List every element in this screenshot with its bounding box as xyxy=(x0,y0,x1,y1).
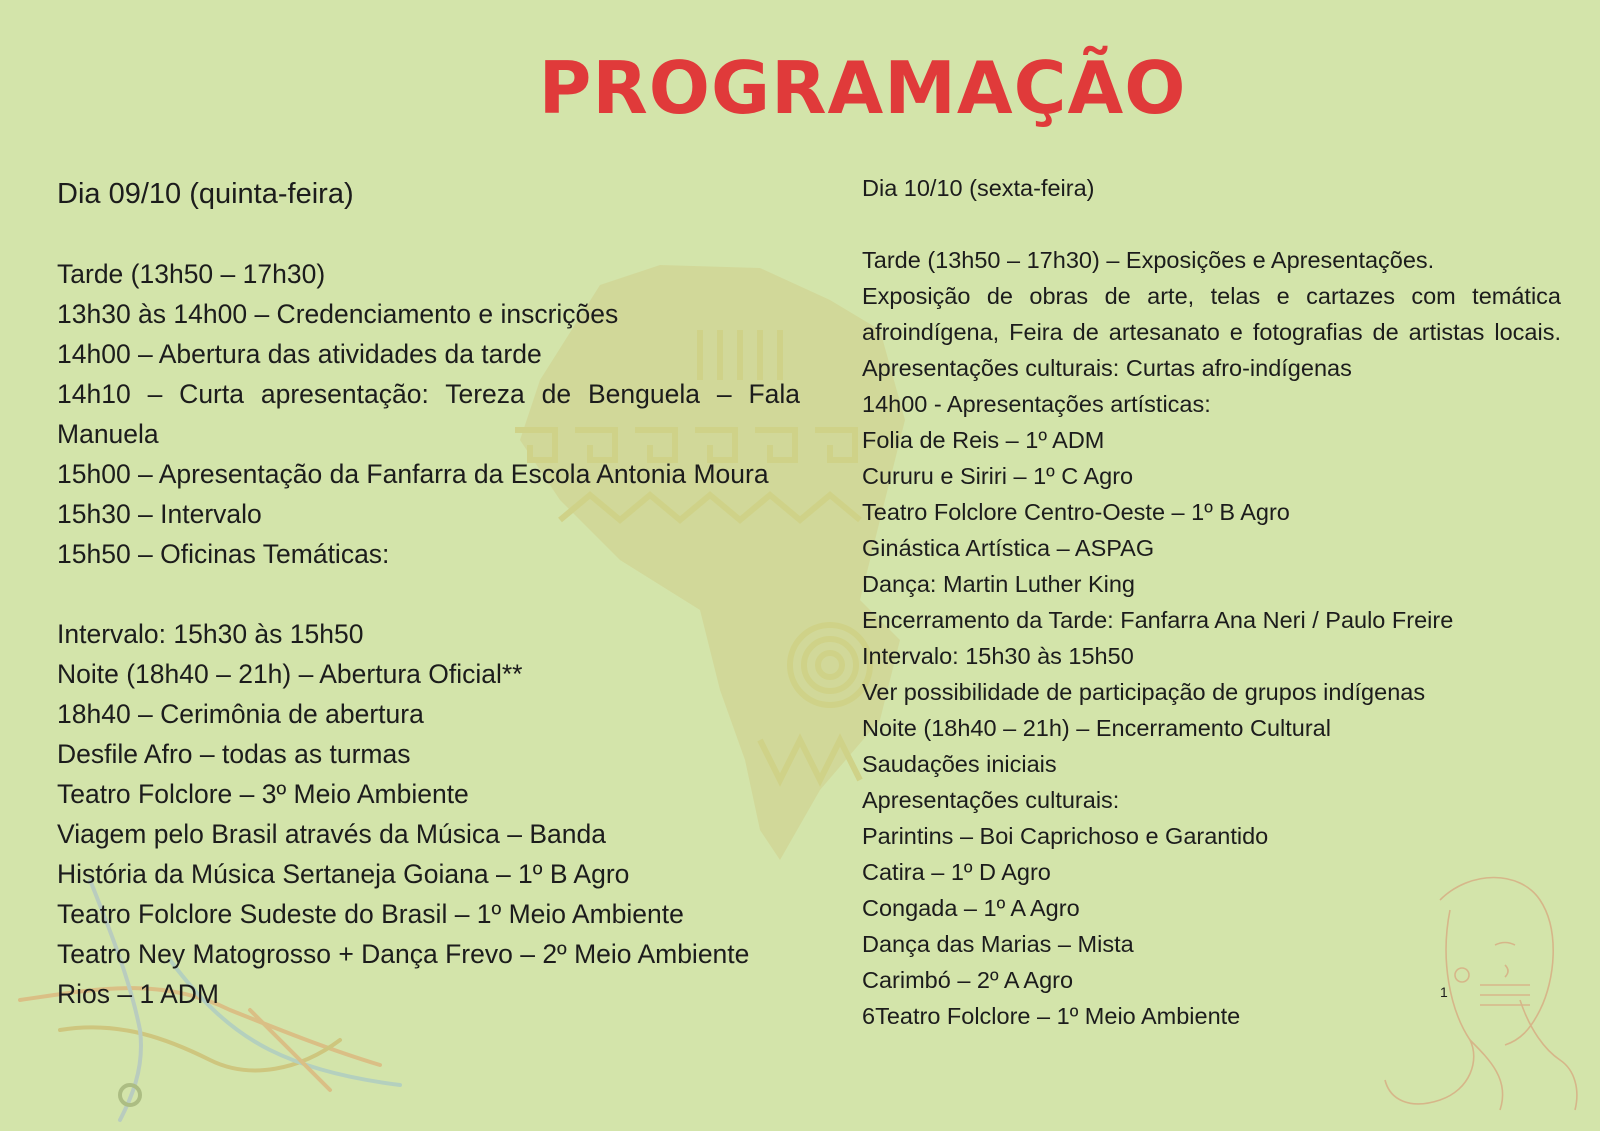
schedule-line: Carimbó – 2º A Agro xyxy=(862,967,1074,993)
schedule-line: Intervalo: 15h30 às 15h50 xyxy=(57,619,364,649)
schedule-line: Teatro Ney Matogrosso + Dança Frevo – 2º Meio Ambiente xyxy=(57,939,750,969)
schedule-line: 6Teatro Folclore – 1º Meio Ambiente xyxy=(862,1003,1241,1029)
schedule-line: Rios – 1 ADM xyxy=(57,979,220,1009)
schedule-line: Dança: Martin Luther King xyxy=(862,571,1136,597)
day2-schedule xyxy=(862,170,1561,1034)
schedule-line: Teatro Folclore Sudeste do Brasil – 1º Meio Ambiente xyxy=(57,899,684,929)
spacer xyxy=(57,574,800,614)
schedule-line: 14h00 - Apresentações artísticas: xyxy=(862,391,1211,417)
schedule-line: 18h40 – Cerimônia de abertura xyxy=(57,699,424,729)
schedule-line: 15h30 – Intervalo xyxy=(57,499,262,529)
page-title: PROGRAMAÇÃO xyxy=(538,46,1187,130)
schedule-line: Apresentações culturais: xyxy=(862,787,1120,813)
schedule-line: Noite (18h40 – 21h) – Abertura Oficial** xyxy=(57,659,523,689)
page-number: 1 xyxy=(1440,984,1448,1000)
schedule-line: Tarde (13h50 – 17h30) xyxy=(57,259,326,289)
schedule-line: 14h10 – Curta apresentação: Tereza de Benguela – Fala Manuela xyxy=(57,379,800,449)
schedule-line: 15h50 – Oficinas Temáticas: xyxy=(57,539,390,569)
schedule-line: Desfile Afro – todas as turmas xyxy=(57,739,411,769)
schedule-line: Tarde (13h50 – 17h30) – Exposições e Apresentações. xyxy=(862,247,1435,273)
schedule-line: 14h00 – Abertura das atividades da tarde xyxy=(57,339,542,369)
schedule-line: Intervalo: 15h30 às 15h50 xyxy=(862,643,1134,669)
schedule-line: Folia de Reis – 1º ADM xyxy=(862,427,1105,453)
schedule-line: Teatro Folclore Centro-Oeste – 1º B Agro xyxy=(862,499,1290,525)
day1-schedule xyxy=(57,172,800,1014)
schedule-line: Encerramento da Tarde: Fanfarra Ana Neri / Paulo Freire xyxy=(862,607,1454,633)
schedule-line: Parintins – Boi Caprichoso e Garantido xyxy=(862,823,1269,849)
schedule-line: Saudações iniciais xyxy=(862,751,1057,777)
schedule-line: Noite (18h40 – 21h) – Encerramento Cultural xyxy=(862,715,1331,741)
schedule-line: Ginástica Artística – ASPAG xyxy=(862,535,1155,561)
schedule-line: Viagem pelo Brasil através da Música – Banda xyxy=(57,819,606,849)
day2-heading: Dia 10/10 (sexta-feira) xyxy=(862,175,1095,201)
schedule-line: História da Música Sertaneja Goiana – 1º B Agro xyxy=(57,859,630,889)
schedule-line: 13h30 às 14h00 – Credenciamento e inscrições xyxy=(57,299,619,329)
schedule-line: Catira – 1º D Agro xyxy=(862,859,1051,885)
schedule-line: Congada – 1º A Agro xyxy=(862,895,1080,921)
schedule-line: Teatro Folclore – 3º Meio Ambiente xyxy=(57,779,469,809)
schedule-line: 15h00 – Apresentação da Fanfarra da Escola Antonia Moura xyxy=(57,459,769,489)
schedule-line: Dança das Marias – Mista xyxy=(862,931,1134,957)
schedule-line: Ver possibilidade de participação de grupos indígenas xyxy=(862,679,1426,705)
schedule-line: Cururu e Siriri – 1º C Agro xyxy=(862,463,1134,489)
schedule-line: Exposição de obras de arte, telas e cartazes com temática afroindígena, Feira de artesanato e fotografias de artistas locais. Apresentações culturais: Curtas afro-indígenas xyxy=(862,283,1561,381)
day1-heading: Dia 09/10 (quinta-feira) xyxy=(57,178,354,210)
